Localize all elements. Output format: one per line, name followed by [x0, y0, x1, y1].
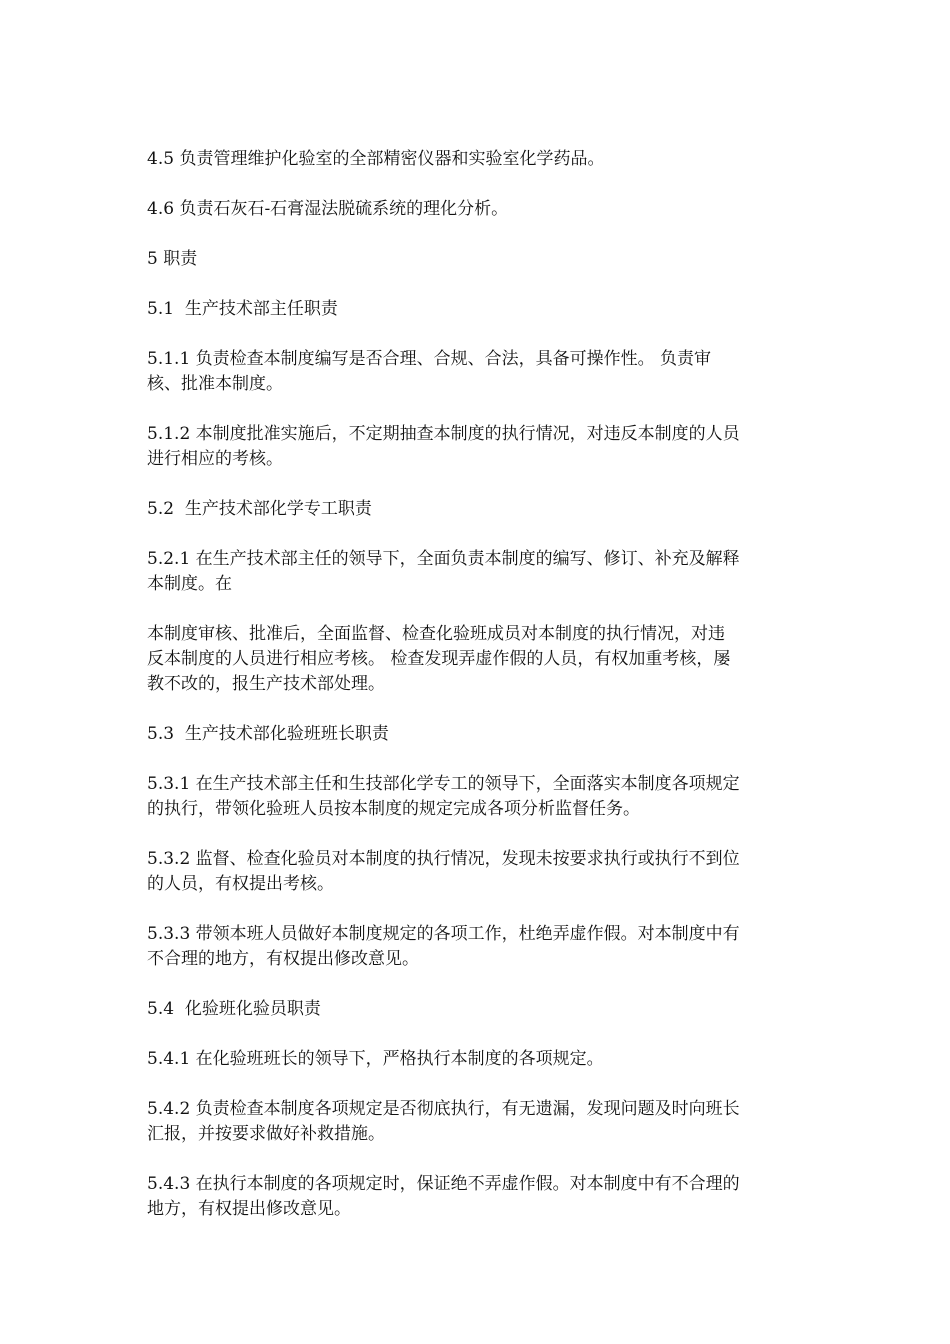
section-heading-5: 5 职责	[147, 249, 198, 269]
paragraph-5-3-1: 5.3.1 在生产技术部主任和生技部化学专工的领导下，全面落实本制度各项规定 的执行，带领化验班人员按本制度的规定完成各项分析监督任务。	[147, 774, 740, 819]
section-heading-5-1: 5.1 生产技术部主任职责	[147, 299, 338, 319]
paragraph-5-3-2: 5.3.2 监督、检查化验员对本制度的执行情况，发现未按要求执行或执行不到位 的人员，有权提出考核。	[147, 849, 740, 894]
paragraph-5-3-3: 5.3.3 带领本班人员做好本制度规定的各项工作，杜绝弄虚作假。对本制度中有 不合理的地方，有权提出修改意见。	[147, 924, 740, 969]
section-heading-5-3: 5.3 生产技术部化验班班长职责	[147, 724, 389, 744]
paragraph-5-4-1: 5.4.1 在化验班班长的领导下，严格执行本制度的各项规定。	[147, 1049, 604, 1069]
paragraph-5-4-3: 5.4.3 在执行本制度的各项规定时，保证绝不弄虚作假。对本制度中有不合理的 地方，有权提出修改意见。	[147, 1174, 740, 1219]
paragraph-5-2-1: 5.2.1 在生产技术部主任的领导下，全面负责本制度的编写、修订、补充及解释 本制度。在	[147, 549, 740, 594]
paragraph-5-4-2: 5.4.2 负责检查本制度各项规定是否彻底执行，有无遗漏，发现问题及时向班长 汇报，并按要求做好补救措施。	[147, 1099, 740, 1144]
document-body	[147, 147, 807, 1247]
paragraph-5-2-1-continued: 本制度审核、批准后，全面监督、检查化验班成员对本制度的执行情况，对违 反本制度的人员进行相应考核。 检查发现弄虚作假的人员，有权加重考核，屡 教不改的，报生产技术部处理。	[147, 624, 731, 694]
paragraph-4-5: 4.5 负责管理维护化验室的全部精密仪器和实验室化学药品。	[147, 149, 605, 169]
paragraph-4-6: 4.6 负责石灰石-石膏湿法脱硫系统的理化分析。	[147, 199, 509, 219]
paragraph-5-1-2: 5.1.2 本制度批准实施后，不定期抽查本制度的执行情况，对违反本制度的人员 进行相应的考核。	[147, 424, 740, 469]
section-heading-5-4: 5.4 化验班化验员职责	[147, 999, 321, 1019]
paragraph-5-1-1: 5.1.1 负责检查本制度编写是否合理、合规、合法，具备可操作性。 负责审 核、批准本制度。	[147, 349, 712, 394]
section-heading-5-2: 5.2 生产技术部化学专工职责	[147, 499, 372, 519]
